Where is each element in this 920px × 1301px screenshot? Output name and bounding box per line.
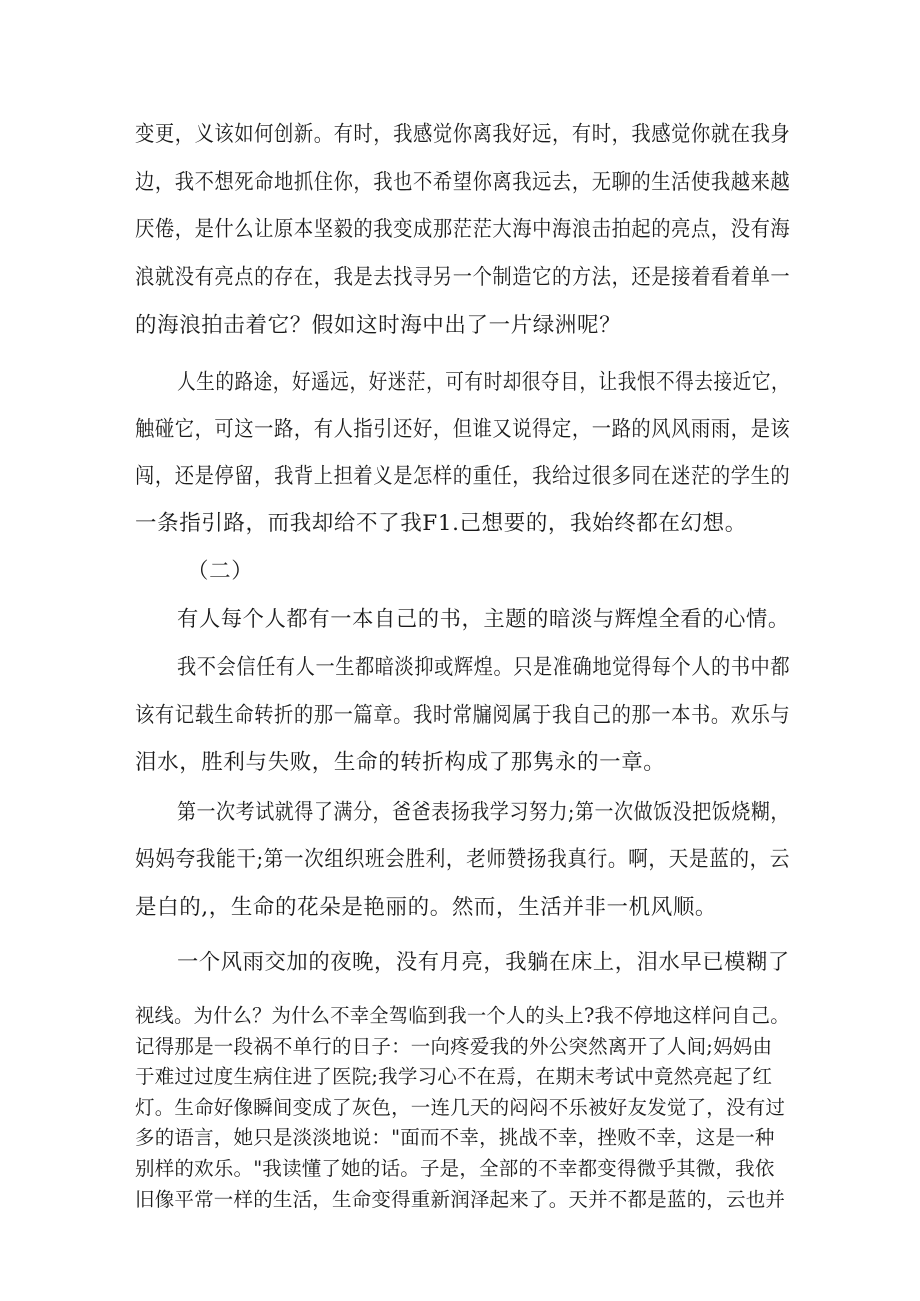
text-line: 泪水，胜利与失败，生命的转折构成了那隽永的一章。	[135, 750, 666, 775]
text-line: 边，我不想死命地抓住你，我也不希望你离我远去，无聊的生活使我越来越	[135, 170, 791, 195]
text-line: 是白的,，生命的花朵是艳丽的。然而，生活并非一机风顺。	[135, 895, 718, 920]
text-line: 别样的欢乐。"我读懂了她的话。子是，全部的不幸都变得微乎其微，我依	[135, 1157, 775, 1180]
text-line: 人生的路途，好遥远，好迷茫，可有时却很夺目，让我恨不得去接近它，	[177, 370, 791, 395]
text-line: 视线。为什么？为什么不幸全驾临到我一个人的头上?我不停地这样问自己。	[135, 1004, 790, 1027]
text-line: 于难过过度生病住进了医院;我学习心不在焉，在期末考试中竟然亮起了红	[135, 1065, 773, 1088]
text-line: 我不会信任有人一生都暗淡抑或辉煌。只是准确地觉得每个人的书中都	[177, 655, 791, 680]
text-line: 变更，义该如何创新。有时，我感觉你离我好远，有时，我感觉你就在我身	[135, 122, 791, 147]
text-line: 触碰它，可这一路，有人指引还好，但谁又说得定，一路的风风雨雨，是该	[135, 417, 791, 442]
section-heading: （二）	[187, 559, 254, 584]
text-line: 该有记载生命转折的那一篇章。我时常牖阅属于我自己的那一本书。欢乐与	[135, 703, 791, 728]
text-line: 旧像平常一样的生活，生命变得重新润泽起来了。天并不都是蓝的，云也并	[135, 1188, 786, 1211]
text-line: 浪就没有亮点的存在，我是去找寻另一个制造它的方法，还是接着看着单一	[135, 265, 791, 290]
text-line: 第一次考试就得了满分，爸爸表扬我学习努力;第一次做饭没把饭烧糊，	[177, 800, 790, 825]
text-line: 一条指引路，而我却给不了我F1.己想要的，我始终都在幻想。	[135, 511, 747, 536]
text-line: 闯，还是停留，我背上担着义是怎样的重任，我给过很多同在迷茫的学生的	[135, 464, 791, 489]
text-line: 的海浪拍击着它？假如这时海中出了一片绿洲呢？	[135, 313, 622, 338]
text-line: 有人每个人都有一本自己的书，主题的暗淡与辉煌全看的心情。	[177, 607, 790, 632]
text-line: 记得那是一段祸不单行的日子：一向疼爱我的外公突然离开了人间;妈妈由	[135, 1035, 773, 1058]
text-line: 厌倦，是什么让原本坚毅的我变成那茫茫大海中海浪击拍起的亮点，没有海	[135, 217, 791, 242]
text-line: 妈妈夸我能干;第一次组织班会胜利，老师赞扬我真行。啊，天是蓝的，云	[135, 847, 791, 872]
text-line: 多的语言，她只是淡淡地说："面而不幸，挑战不幸，挫败不幸，这是一种	[135, 1126, 775, 1149]
text-line: 一个风雨交加的夜晚，没有月亮，我躺在床上，泪水早已模糊了	[177, 950, 790, 975]
text-line: 灯。生命好像瞬间变成了灰色，一连几天的闷闷不乐被好友发觉了，没有过	[135, 1096, 786, 1119]
